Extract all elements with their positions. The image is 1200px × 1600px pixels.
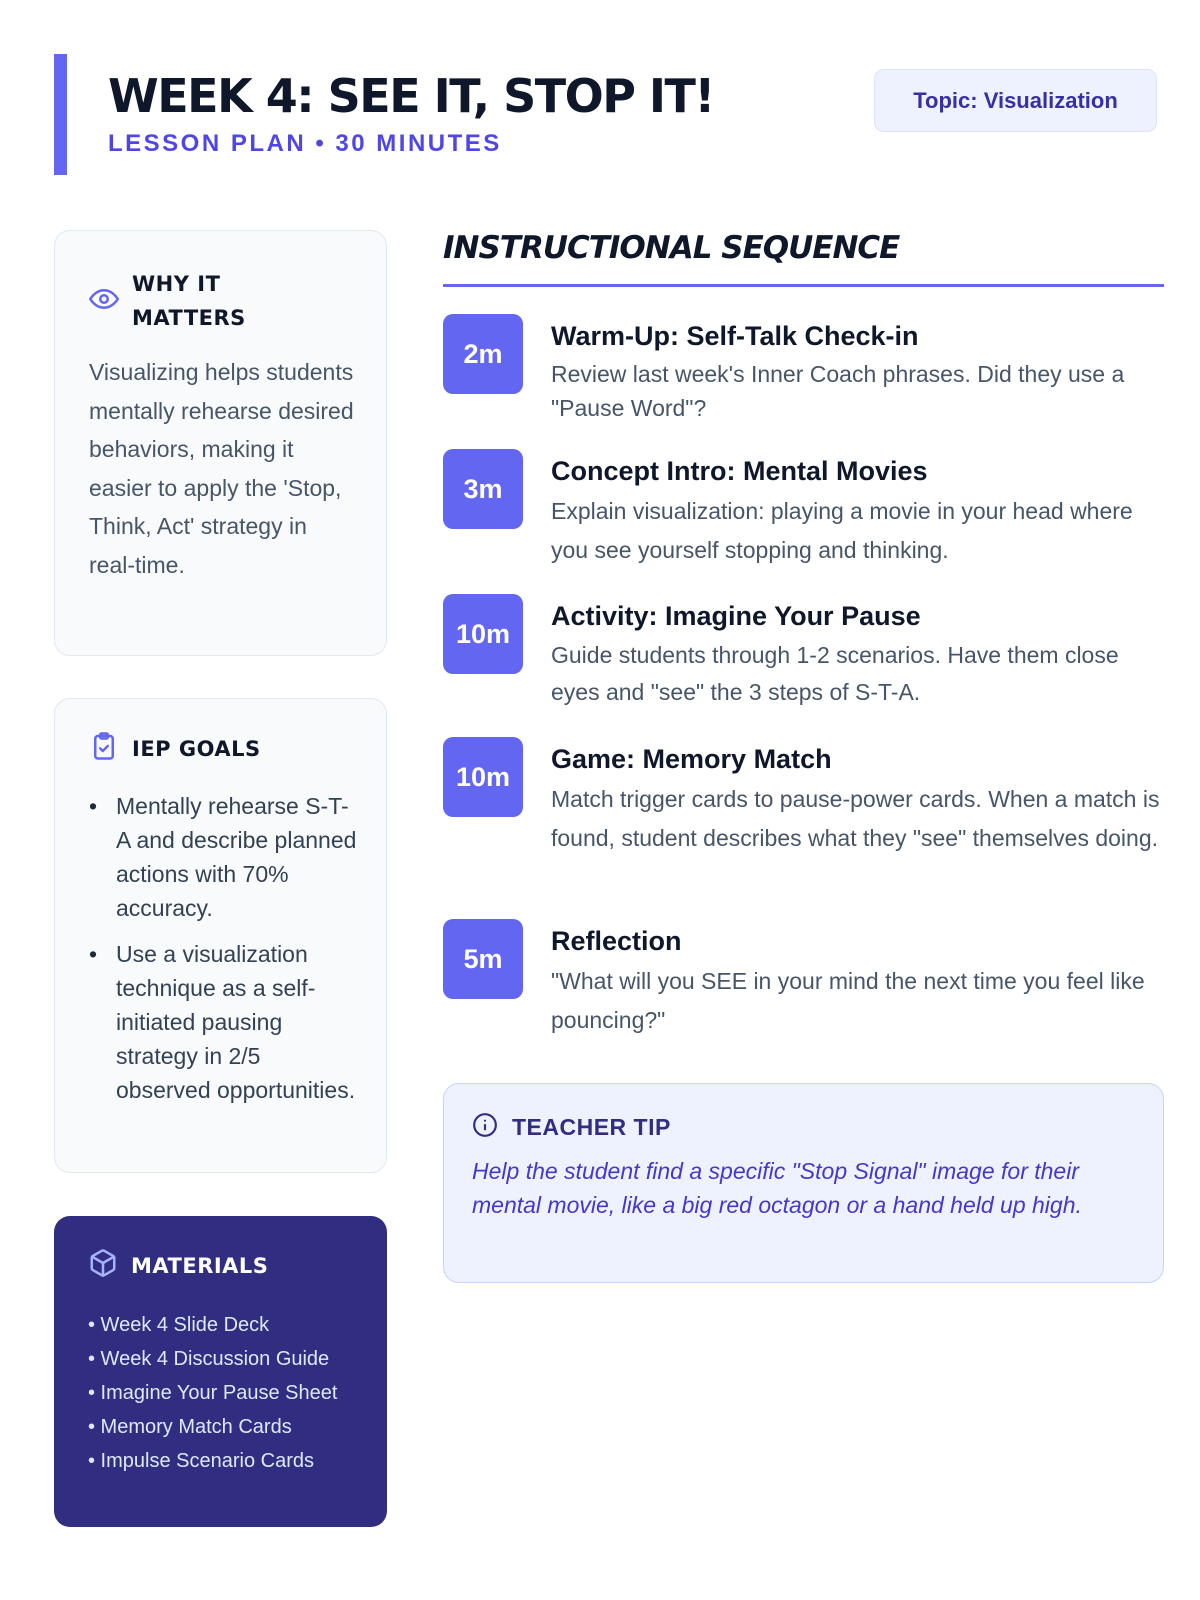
- step-duration-badge: 3m: [443, 449, 523, 529]
- materials-card: [54, 1216, 387, 1527]
- material-item: • Memory Match Cards: [88, 1416, 292, 1438]
- header-accent-bar: [54, 54, 67, 175]
- page-subtitle: LESSON PLAN • 30 MINUTES: [108, 130, 502, 157]
- material-item: • Imagine Your Pause Sheet: [88, 1382, 338, 1404]
- box-icon: [88, 1248, 118, 1283]
- info-icon: [472, 1112, 498, 1143]
- iep-goal-item: • Use a visualization technique as a self-initiated pausing strategy in 2/5 observed opportunities.: [89, 937, 359, 1107]
- material-item: • Impulse Scenario Cards: [88, 1450, 314, 1472]
- step-duration-badge: 10m: [443, 594, 523, 674]
- iep-goals-card: [54, 698, 387, 1173]
- material-item: • Week 4 Discussion Guide: [88, 1348, 330, 1370]
- why-it-matters-text: Visualizing helps students mentally rehearse desired behaviors, making it easier to apply the 'Stop, Think, Act' strategy in real-time.: [89, 359, 354, 578]
- step-description: "What will you SEE in your mind the next time you feel like pouncing?": [551, 968, 1145, 1033]
- sequence-divider: [443, 284, 1164, 287]
- step-title: Reflection: [551, 926, 682, 956]
- step-description: Review last week's Inner Coach phrases. Did they use a "Pause Word"?: [551, 361, 1125, 421]
- why-it-matters-header: [89, 267, 282, 335]
- material-item: • Week 4 Slide Deck: [88, 1314, 270, 1336]
- teacher-tip-text: Help the student find a specific "Stop Signal" image for their mental movie, like a big red octagon or a hand held up high.: [472, 1158, 1082, 1218]
- step-duration-badge: 10m: [443, 737, 523, 817]
- teacher-tip-title: TEACHER TIP: [512, 1114, 671, 1140]
- iep-goals-list: [89, 789, 359, 1119]
- lesson-header: [54, 54, 1157, 175]
- step-title: Game: Memory Match: [551, 744, 832, 774]
- iep-goal-item: • Mentally rehearse S-T-A and describe planned actions with 70% accuracy.: [89, 789, 359, 925]
- step-title: Warm-Up: Self-Talk Check-in: [551, 321, 919, 351]
- page-title: WEEK 4: SEE IT, STOP IT!: [108, 69, 714, 123]
- iep-goals-header: [89, 731, 261, 766]
- why-it-matters-card: [54, 230, 387, 656]
- step-title: Concept Intro: Mental Movies: [551, 456, 928, 486]
- step-duration-badge: 2m: [443, 314, 523, 394]
- materials-list: [88, 1312, 358, 1482]
- materials-title: MATERIALS: [131, 1253, 269, 1278]
- topic-badge: Topic: Visualization: [874, 69, 1157, 132]
- why-it-matters-title: WHY IT MATTERS: [132, 272, 246, 330]
- step-title: Activity: Imagine Your Pause: [551, 601, 921, 631]
- step-description: Explain visualization: playing a movie in your head where you see yourself stopping and thinking.: [551, 498, 1133, 563]
- step-description: Match trigger cards to pause-power cards. When a match is found, student describes what they "see" themselves doing.: [551, 786, 1160, 851]
- clipboard-check-icon: [89, 731, 119, 766]
- materials-header: [88, 1248, 268, 1283]
- iep-goals-title: IEP GOALS: [132, 736, 261, 761]
- step-duration-badge: 5m: [443, 919, 523, 999]
- teacher-tip-header: [472, 1112, 671, 1143]
- teacher-tip-card: [443, 1083, 1164, 1283]
- instructional-sequence-title: INSTRUCTIONAL SEQUENCE: [443, 230, 900, 266]
- step-description: Guide students through 1-2 scenarios. Have them close eyes and "see" the 3 steps of S-T-A.: [551, 642, 1119, 705]
- eye-icon: [89, 284, 119, 319]
